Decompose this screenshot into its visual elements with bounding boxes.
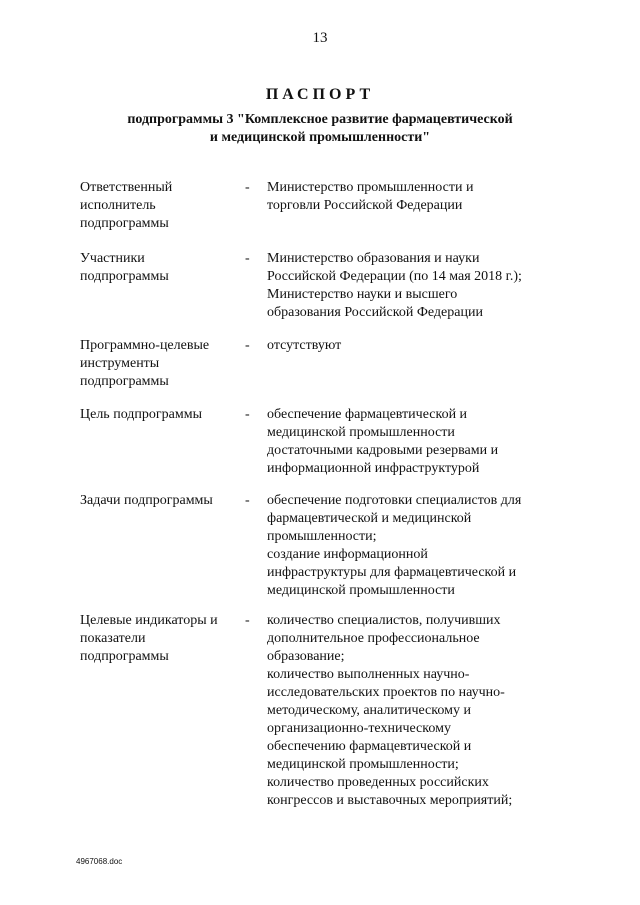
row-value-line: конгрессов и выставочных мероприятий; bbox=[267, 793, 513, 808]
document-subtitle bbox=[0, 111, 640, 147]
page-number: 13 bbox=[312, 30, 328, 46]
row-value bbox=[267, 406, 557, 478]
row-value-line: количество проведенных российских bbox=[267, 775, 489, 790]
row-label-line: исполнитель bbox=[80, 198, 156, 213]
row-dash: - bbox=[245, 251, 250, 266]
row-value bbox=[267, 612, 557, 810]
row-value-line: Министерство образования и науки bbox=[267, 251, 480, 266]
row-value-line: дополнительное профессиональное bbox=[267, 631, 480, 646]
row-value-line: достаточными кадровыми резервами и bbox=[267, 443, 499, 458]
row-dash: - bbox=[245, 493, 250, 508]
row-value-line: инфраструктуры для фармацевтической и bbox=[267, 565, 517, 580]
row-label-line: Цель подпрограммы bbox=[80, 407, 202, 422]
row-value-line: фармацевтической и медицинской bbox=[267, 511, 472, 526]
document-title: ПАСПОРТ bbox=[265, 86, 375, 103]
subtitle-line: и медицинской промышленности" bbox=[209, 130, 431, 145]
subtitle-line: подпрограммы 3 "Комплексное развитие фармацевтической bbox=[127, 112, 513, 127]
row-value-line: создание информационной bbox=[267, 547, 428, 562]
row-value-line: Министерство промышленности и bbox=[267, 180, 474, 195]
row-value-line: образования Российской Федерации bbox=[267, 305, 483, 320]
row-dash: - bbox=[245, 613, 250, 628]
row-value bbox=[267, 179, 557, 215]
row-value-line: отсутствуют bbox=[267, 338, 342, 353]
row-label-line: подпрограммы bbox=[80, 269, 169, 284]
row-value-line: Российской Федерации (по 14 мая 2018 г.); bbox=[267, 269, 522, 284]
row-label-line: подпрограммы bbox=[80, 216, 169, 231]
row-label bbox=[80, 612, 240, 666]
row-value-line: торговли Российской Федерации bbox=[267, 198, 463, 213]
row-value-line: обеспечению фармацевтической и bbox=[267, 739, 472, 754]
row-value-line: исследовательских проектов по научно- bbox=[267, 685, 505, 700]
row-label-line: показатели bbox=[80, 631, 146, 646]
row-value-line: медицинской промышленности; bbox=[267, 757, 459, 772]
row-label-line: подпрограммы bbox=[80, 374, 169, 389]
row-label bbox=[80, 406, 240, 424]
row-label-line: Целевые индикаторы и bbox=[80, 613, 218, 628]
row-value-line: медицинской промышленности bbox=[267, 425, 455, 440]
row-value bbox=[267, 337, 557, 355]
row-label bbox=[80, 492, 240, 510]
row-label-line: Участники bbox=[80, 251, 145, 266]
row-label bbox=[80, 179, 240, 233]
row-value-line: методическому, аналитическому и bbox=[267, 703, 471, 718]
row-label-line: Задачи подпрограммы bbox=[80, 493, 213, 508]
row-label-line: Ответственный bbox=[80, 180, 173, 195]
row-value-line: образование; bbox=[267, 649, 345, 664]
row-value bbox=[267, 492, 557, 600]
row-value-line: информационной инфраструктурой bbox=[267, 461, 480, 476]
row-label-line: инструменты bbox=[80, 356, 160, 371]
row-label bbox=[80, 337, 240, 391]
row-value-line: обеспечение подготовки специалистов для bbox=[267, 493, 522, 508]
row-value-line: количество специалистов, получивших bbox=[267, 613, 501, 628]
row-value bbox=[267, 250, 557, 322]
row-dash: - bbox=[245, 180, 250, 195]
row-label-line: подпрограммы bbox=[80, 649, 169, 664]
file-name-footer: 4967068.doc bbox=[76, 857, 123, 866]
row-value-line: организационно-техническому bbox=[267, 721, 451, 736]
row-label-line: Программно-целевые bbox=[80, 338, 210, 353]
row-dash: - bbox=[245, 407, 250, 422]
row-value-line: медицинской промышленности bbox=[267, 583, 455, 598]
row-value-line: Министерство науки и высшего bbox=[267, 287, 458, 302]
row-label bbox=[80, 250, 240, 286]
row-value-line: промышленности; bbox=[267, 529, 377, 544]
row-dash: - bbox=[245, 338, 250, 353]
row-value-line: количество выполненных научно- bbox=[267, 667, 470, 682]
row-value-line: обеспечение фармацевтической и bbox=[267, 407, 468, 422]
